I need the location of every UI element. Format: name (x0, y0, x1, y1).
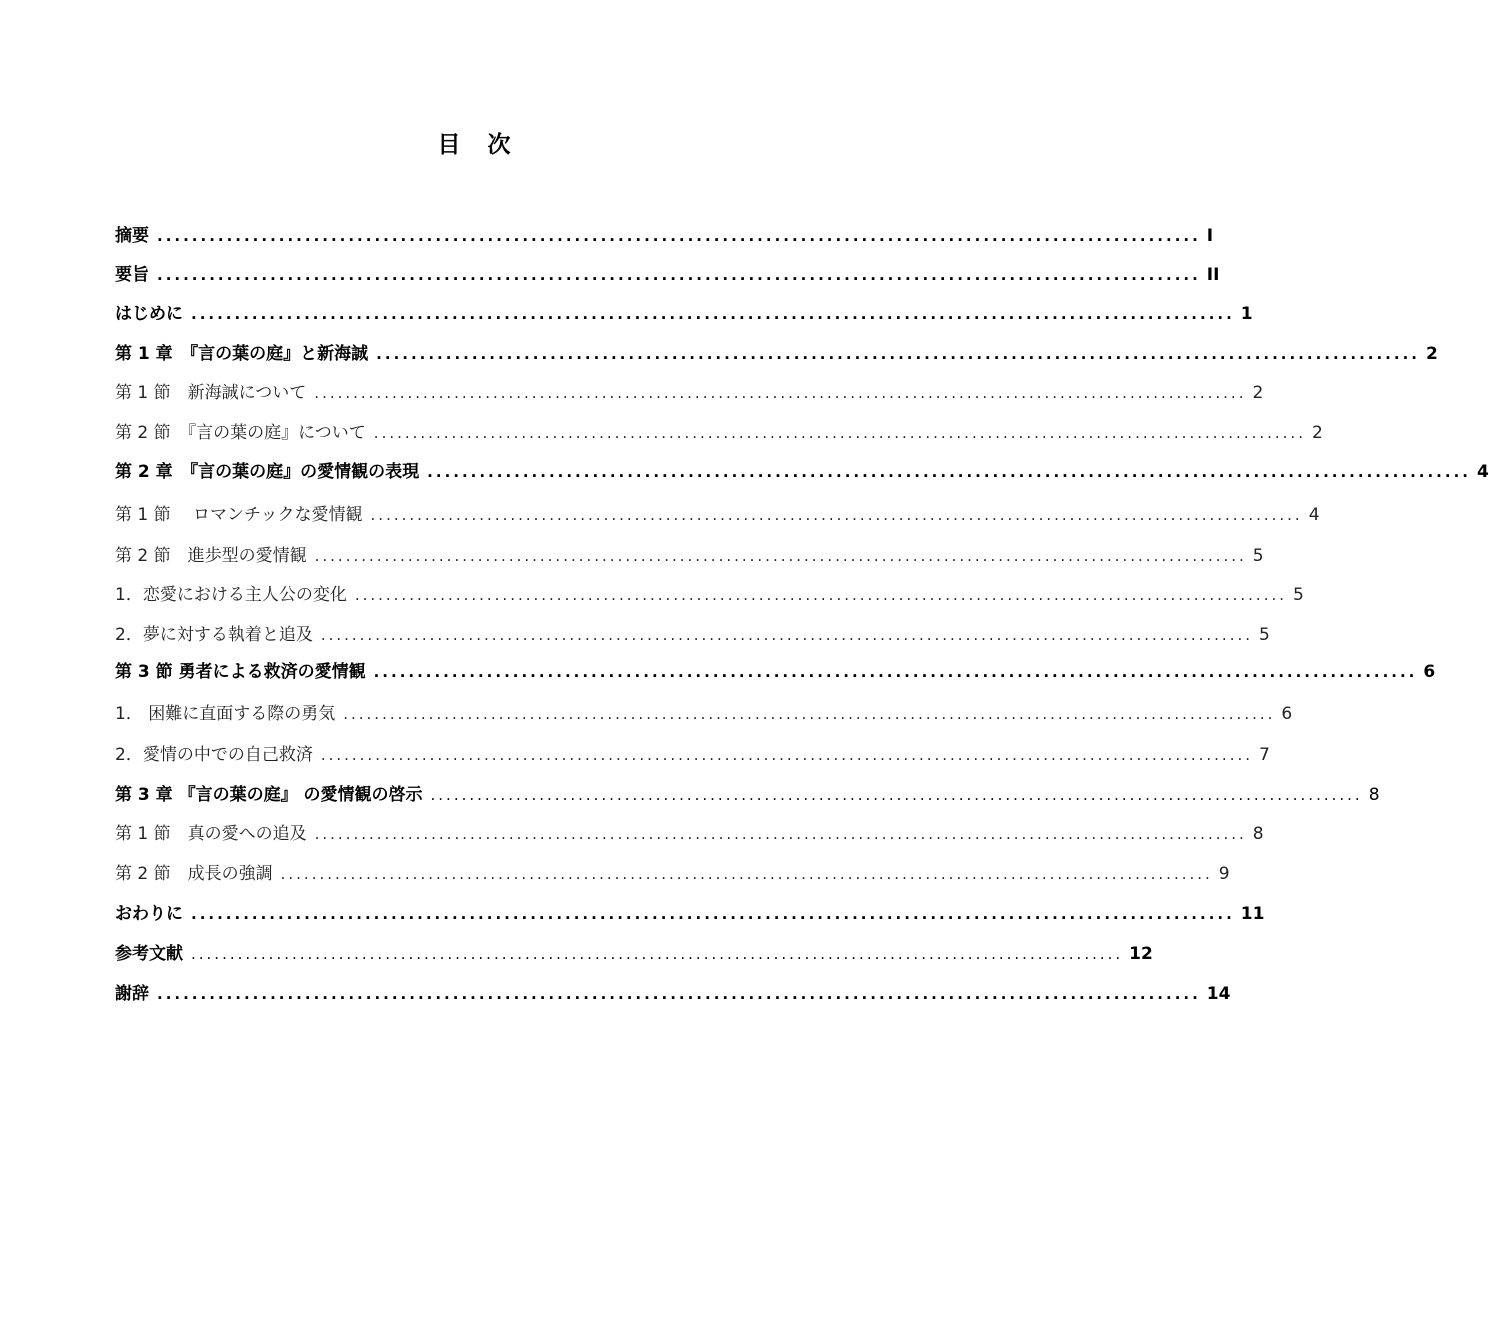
toc-entry-label: 2．愛情の中での自己救済 (115, 745, 313, 765)
toc-leader-dots: ........................................................................................................................ (191, 305, 1235, 323)
toc-leader-dots: ........................................................................................................................ (320, 746, 1253, 764)
toc-entry-label: 摘要 (115, 226, 149, 246)
toc-entry-label: 第 1 節 ロマンチックな愛情観 (115, 505, 363, 525)
toc-page-number: 9 (1218, 864, 1230, 884)
toc-entry-abstract-jp[interactable] (115, 260, 1220, 290)
toc-leader-dots: ........................................................................................................................ (191, 945, 1124, 963)
toc-entry-chapter-3[interactable] (115, 780, 1380, 810)
toc-page-number: 8 (1368, 785, 1380, 805)
toc-page-number: 5 (1252, 546, 1264, 566)
toc-entry-chapter-2-section-1[interactable] (115, 500, 1320, 530)
toc-leader-dots: ........................................................................................................................ (280, 865, 1213, 883)
toc-entry-label: 1．恋愛における主人公の変化 (115, 585, 347, 605)
toc-leader-dots: ........................................................................................................................ (370, 506, 1303, 524)
toc-entry-chapter-2[interactable] (115, 457, 1489, 487)
toc-entry-label: 第 3 章 『言の葉の庭』 の愛情観の啓示 (115, 785, 423, 805)
toc-entry-conclusion[interactable] (115, 899, 1265, 929)
toc-entry-label: 第 2 節 『言の葉の庭』について (115, 423, 366, 443)
toc-entry-label: 謝辞 (115, 984, 149, 1004)
toc-page-number: 4 (1308, 505, 1320, 525)
toc-leader-dots: ........................................................................................................................ (314, 825, 1247, 843)
toc-entry-label: 第 2 章 『言の葉の庭』の愛情観の表現 (115, 462, 420, 482)
toc-entry-chapter-3-section-2[interactable] (115, 859, 1230, 889)
toc-entry-chapter-2-section-2-item-1[interactable] (115, 580, 1304, 610)
toc-entry-label: 第 2 節 成長の強調 (115, 864, 273, 884)
toc-page-number: 2 (1311, 423, 1323, 443)
toc-entry-chapter-1-section-1[interactable] (115, 378, 1264, 408)
toc-entry-introduction[interactable] (115, 299, 1253, 329)
toc-entry-label: 1． 困難に直面する際の勇気 (115, 704, 336, 724)
toc-entry-chapter-2-section-3-item-1[interactable] (115, 699, 1293, 729)
toc-page-number: 11 (1240, 904, 1265, 924)
toc-page-number: I (1206, 226, 1214, 246)
toc-entry-chapter-2-section-3-item-2[interactable] (115, 740, 1270, 770)
toc-entry-chapter-2-section-2[interactable] (115, 541, 1264, 571)
toc-leader-dots: ........................................................................................................................ (314, 547, 1247, 565)
toc-entry-chapter-2-section-3[interactable] (115, 657, 1436, 687)
toc-page-number: 14 (1206, 984, 1231, 1004)
toc-entry-chapter-2-section-2-item-2[interactable] (115, 620, 1270, 650)
toc-page-number: 5 (1259, 625, 1270, 645)
toc-entry-label: 2．夢に対する執着と追及 (115, 625, 313, 645)
toc-page-number: 4 (1476, 462, 1489, 482)
toc-leader-dots: ........................................................................................................................ (430, 786, 1363, 804)
toc-entry-chapter-1-section-2[interactable] (115, 418, 1323, 448)
toc-leader-dots: ........................................................................................................................ (373, 424, 1306, 442)
page-title: 目 次 (437, 132, 513, 158)
toc-leader-dots: ........................................................................................................................ (427, 463, 1471, 481)
toc-leader-dots: ........................................................................................................................ (191, 905, 1235, 923)
toc-page-number: 6 (1423, 662, 1436, 682)
toc-leader-dots: ........................................................................................................................ (157, 985, 1201, 1003)
toc-entry-label: 第 1 節 新海誠について (115, 383, 307, 403)
toc-entry-chapter-1[interactable] (115, 339, 1438, 369)
toc-entry-label: 第 3 節 勇者による救済の愛情観 (115, 662, 366, 682)
toc-leader-dots: ........................................................................................................................ (320, 626, 1253, 644)
toc-entry-label: 要旨 (115, 265, 149, 285)
toc-entry-chapter-3-section-1[interactable] (115, 819, 1264, 849)
toc-leader-dots: ........................................................................................................................ (354, 586, 1287, 604)
toc-leader-dots: ........................................................................................................................ (157, 266, 1201, 284)
toc-page-number: II (1206, 265, 1220, 285)
toc-page-number: 2 (1425, 344, 1438, 364)
toc-entry-label: 第 1 節 真の愛への追及 (115, 824, 307, 844)
toc-entry-references[interactable] (115, 939, 1153, 969)
toc-page-number: 12 (1129, 944, 1153, 964)
toc-leader-dots: ........................................................................................................................ (157, 227, 1201, 245)
toc-leader-dots: ........................................................................................................................ (314, 384, 1247, 402)
toc-page-number: 5 (1293, 585, 1304, 605)
toc-leader-dots: ........................................................................................................................ (373, 663, 1418, 681)
toc-page-number: 7 (1259, 745, 1270, 765)
toc-page-number: 2 (1252, 383, 1264, 403)
toc-page-number: 1 (1240, 304, 1253, 324)
toc-entry-label: 第 2 節 進歩型の愛情観 (115, 546, 307, 566)
toc-leader-dots: ........................................................................................................................ (376, 345, 1420, 363)
toc-entry-label: 第 1 章 『言の葉の庭』と新海誠 (115, 344, 369, 364)
toc-page-number: 6 (1281, 704, 1293, 724)
toc-entry-label: おわりに (115, 904, 183, 924)
toc-entry-label: はじめに (115, 304, 183, 324)
toc-leader-dots: ........................................................................................................................ (343, 705, 1276, 723)
toc-entry-label: 参考文献 (115, 944, 183, 964)
toc-page-number: 8 (1252, 824, 1264, 844)
toc-entry-abstract-cn[interactable] (115, 221, 1214, 251)
toc-entry-acknowledgements[interactable] (115, 979, 1231, 1009)
